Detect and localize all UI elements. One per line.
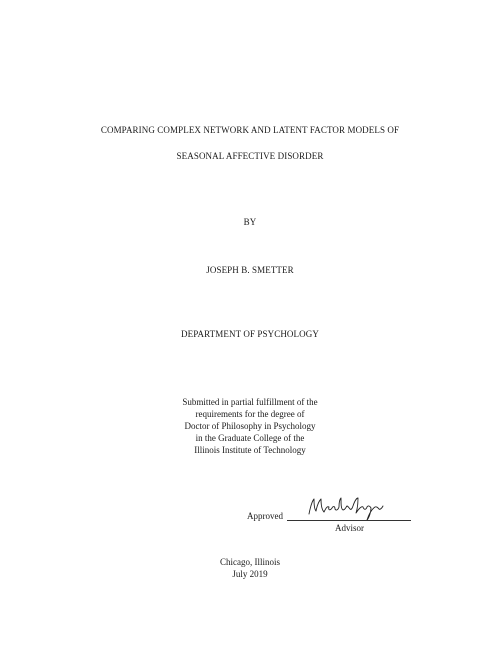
signature-line bbox=[287, 520, 411, 521]
submission-line: requirements for the degree of bbox=[195, 409, 305, 419]
city-state: Chicago, Illinois bbox=[220, 557, 280, 567]
thesis-title-line-2: SEASONAL AFFECTIVE DISORDER bbox=[176, 151, 324, 161]
approved-label: Approved bbox=[247, 511, 283, 521]
advisor-label: Advisor bbox=[335, 523, 364, 533]
submission-date: July 2019 bbox=[232, 569, 268, 579]
submission-line: Submitted in partial fulfillment of the bbox=[182, 397, 318, 407]
submission-line: in the Graduate College of the bbox=[195, 433, 305, 443]
place-and-date bbox=[0, 556, 500, 580]
submission-line: Doctor of Philosophy in Psychology bbox=[184, 421, 316, 431]
by-label: BY bbox=[243, 217, 257, 227]
author-name: JOSEPH B. SMETTER bbox=[206, 265, 294, 275]
approval-block bbox=[247, 498, 417, 538]
advisor-signature bbox=[305, 494, 395, 522]
submission-line: Illinois Institute of Technology bbox=[194, 445, 306, 455]
submission-statement bbox=[0, 396, 500, 456]
thesis-title-line-1: COMPARING COMPLEX NETWORK AND LATENT FACTOR MODELS OF bbox=[100, 125, 400, 135]
department-name: DEPARTMENT OF PSYCHOLOGY bbox=[181, 329, 319, 339]
